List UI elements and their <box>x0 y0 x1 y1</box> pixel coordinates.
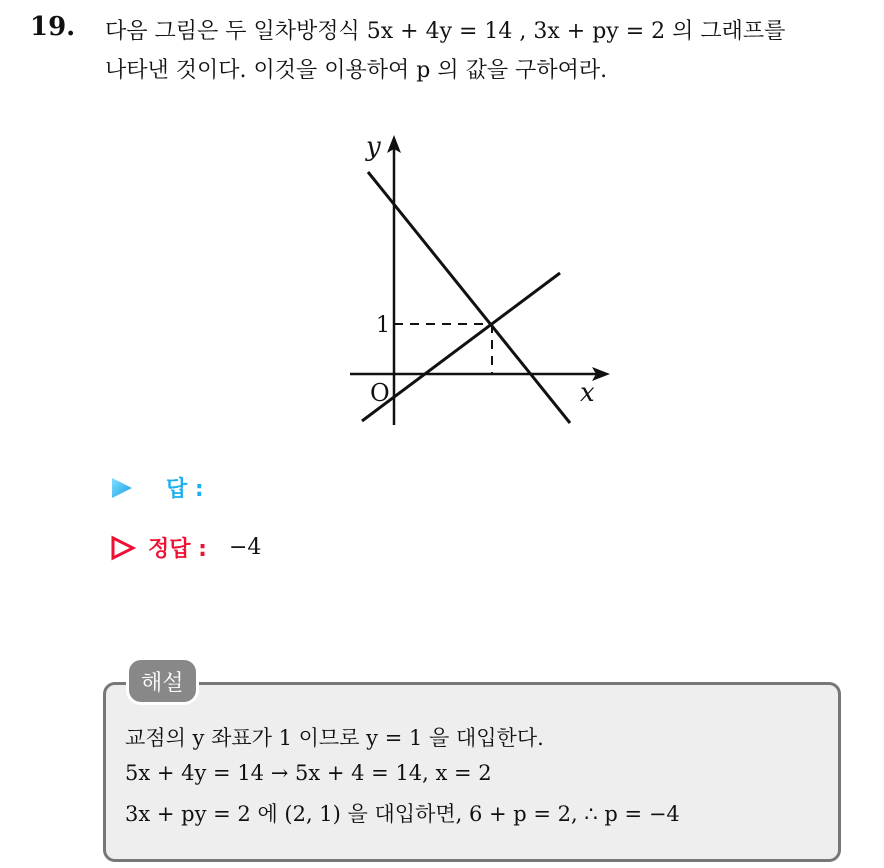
origin-label: O <box>370 379 390 407</box>
correct-answer-value: −4 <box>228 535 262 560</box>
question-number: 19. <box>30 12 76 42</box>
solution-line-1: 교점의 y 좌표가 1 이므로 y = 1 을 대입한다. <box>125 726 544 750</box>
solution-line-2: 5x + 4y = 14 → 5x + 4 = 14, x = 2 <box>125 761 492 785</box>
answer-label: 답 : <box>166 477 204 502</box>
answer-row <box>110 472 204 503</box>
y-tick-label: 1 <box>376 313 390 338</box>
filled-triangle-icon <box>110 476 134 500</box>
correct-answer-label: 정답 : <box>148 537 207 562</box>
line-3x-py-2 <box>362 273 560 421</box>
question-text-line-2: 나타낸 것이다. 이것을 이용하여 p 의 값을 구하여라. <box>105 58 608 83</box>
outline-triangle-icon <box>110 535 136 561</box>
correct-answer-row <box>110 532 261 563</box>
x-axis-label: x <box>580 378 595 408</box>
line-5x-4y-14 <box>368 172 570 423</box>
question-text-line-1: 다음 그림은 두 일차방정식 5x + 4y = 14 , 3x + py = 2 의 그래프를 <box>105 19 786 44</box>
solution-line-3: 3x + py = 2 에 (2, 1) 을 대입하면, 6 + p = 2, ∴ p = −4 <box>125 802 680 826</box>
y-axis-label: y <box>366 132 381 162</box>
linear-equations-graph <box>340 125 620 435</box>
solution-tab: 해설 <box>129 660 196 702</box>
